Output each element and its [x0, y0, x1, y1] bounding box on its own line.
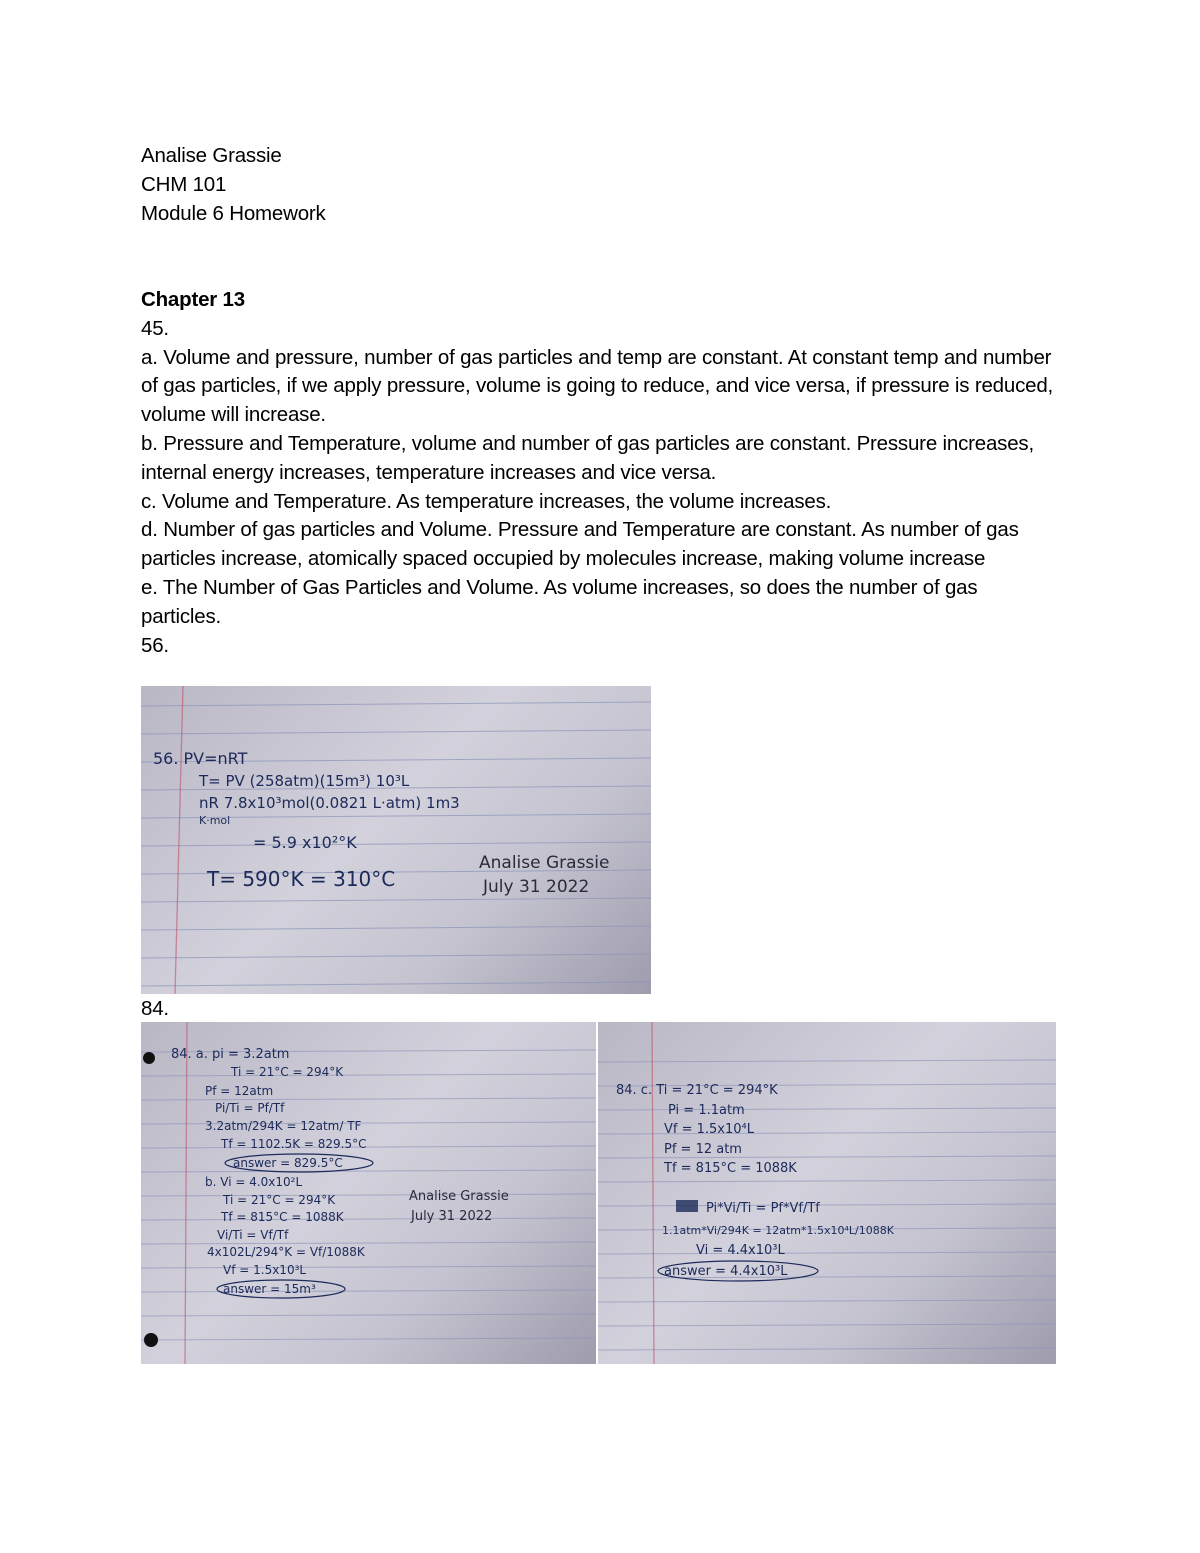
q84b-line-4: Vi/Ti = Vf/Tf — [217, 1228, 289, 1242]
q56-line-2: T= PV (258atm)(15m³) 10³L — [199, 772, 410, 790]
q84-signature-name: Analise Grassie — [409, 1189, 509, 1204]
answer-45a: a. Volume and pressure, number of gas particles and temp are constant. At constant temp and number of gas particles, if we apply pressure, volume is going to reduce, and vice versa, if pressure is reduced, volume will increase. — [141, 345, 1054, 427]
q84a-line-2: Ti = 21°C = 294°K — [231, 1065, 344, 1079]
q84c-answer: answer = 4.4x10³L — [664, 1264, 788, 1279]
q56-line-3: nR 7.8x10³mol(0.0821 L·atm) 1m3 — [199, 794, 460, 812]
q84c-line-8: Vi = 4.4x10³L — [696, 1243, 785, 1258]
q56-line-1: 56. PV=nRT — [153, 749, 248, 768]
question-56-number: 56. — [141, 633, 169, 657]
binder-hole-icon — [144, 1333, 158, 1347]
q84c-line-1: 84. c. Ti = 21°C = 294°K — [616, 1083, 778, 1098]
q84c-line-5: Tf = 815°C = 1088K — [664, 1161, 797, 1176]
q84c-line-3: Vf = 1.5x10⁴L — [664, 1122, 754, 1137]
q84c-line-7: 1.1atm*Vi/294K = 12atm*1.5x10⁴L/1088K — [662, 1224, 894, 1237]
q56-signature-date: July 31 2022 — [483, 877, 590, 897]
q84b-line-3: Tf = 815°C = 1088K — [221, 1210, 344, 1224]
q84b-line-6: Vf = 1.5x10³L — [223, 1263, 307, 1277]
q84c-line-4: Pf = 12 atm — [664, 1142, 742, 1157]
q84a-line-5: 3.2atm/294K = 12atm/ TF — [205, 1119, 362, 1133]
q84a-line-6: Tf = 1102.5K = 829.5°C — [221, 1137, 367, 1151]
answer-45e: e. The Number of Gas Particles and Volume. As volume increases, so does the number of gas particles. — [141, 575, 978, 628]
course-code: CHM 101 — [141, 172, 227, 196]
answer-45d: d. Number of gas particles and Volume. Pressure and Temperature are constant. As number of gas particles increase, atomically spaced occupied by molecules increase, making volume increase — [141, 518, 1019, 571]
handwritten-photo-84-right — [598, 1022, 1056, 1364]
q84-signature-date: July 31 2022 — [411, 1209, 493, 1224]
q84b-answer: answer = 15m³ — [223, 1282, 316, 1296]
q56-line-4: K·mol — [199, 814, 231, 827]
handwritten-photo-84-left — [141, 1022, 596, 1364]
answer-45b: b. Pressure and Temperature, volume and number of gas particles are constant. Pressure increases, internal energy increases, temperature increases and vice versa. — [141, 431, 1034, 484]
question-84-number-block — [141, 995, 1061, 1024]
q84a-line-4: Pi/Ti = Pf/Tf — [215, 1101, 285, 1115]
q56-line-5: = 5.9 x10²°K — [253, 833, 357, 852]
chapter-title: Chapter 13 — [141, 288, 245, 311]
binder-hole-icon — [143, 1052, 155, 1064]
q84c-line-2: Pi = 1.1atm — [668, 1103, 745, 1118]
q84a-line-1: 84. a. pi = 3.2atm — [171, 1047, 290, 1062]
q84c-line-6: Pi*Vi/Ti = Pf*Vf/Tf — [706, 1201, 820, 1216]
assignment-title: Module 6 Homework — [141, 201, 326, 225]
handwritten-photo-56 — [141, 686, 651, 994]
q56-line-6: T= 590°K = 310°C — [207, 867, 396, 891]
q56-signature-name: Analise Grassie — [479, 853, 610, 873]
q84a-line-3: Pf = 12atm — [205, 1084, 274, 1098]
q84b-line-5: 4x102L/294°K = Vf/1088K — [207, 1245, 365, 1259]
chapter-section — [141, 286, 1061, 660]
question-84-number: 84. — [141, 997, 169, 1020]
q84a-answer: answer = 829.5°C — [233, 1156, 343, 1170]
author-name: Analise Grassie — [141, 144, 282, 167]
question-45-number: 45. — [141, 316, 169, 340]
q84b-line-2: Ti = 21°C = 294°K — [223, 1193, 336, 1207]
answer-45c: c. Volume and Temperature. As temperature increases, the volume increases. — [141, 489, 832, 513]
header-block — [141, 142, 1061, 228]
q84b-line-1: b. Vi = 4.0x10²L — [205, 1175, 303, 1189]
